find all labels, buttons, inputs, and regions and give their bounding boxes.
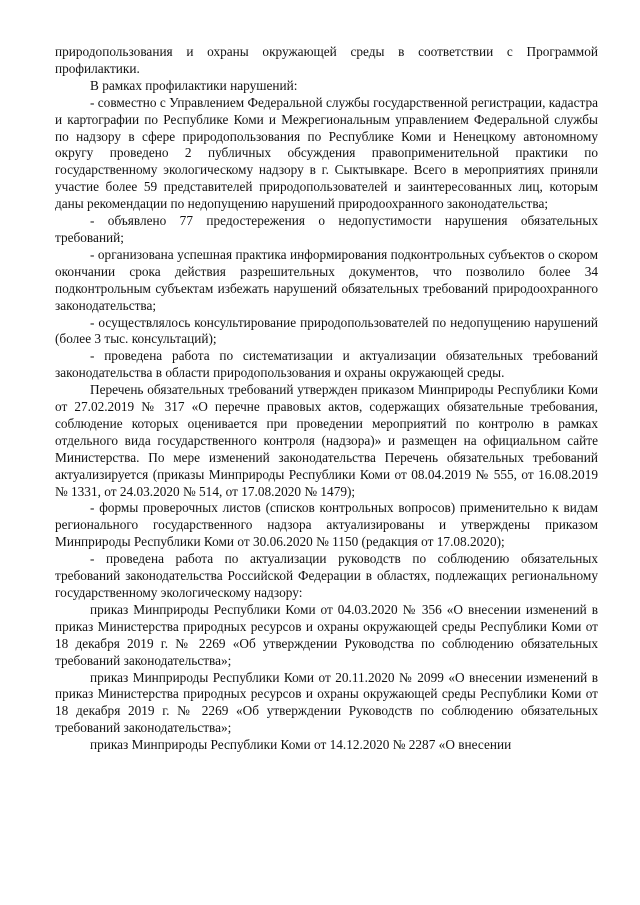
paragraph-guidance-update: - проведена работа по актуализации руководств по соблюдению обязательных требований законодательства Российской Федерации в областях, подлежащих региональному государственному экологическому надзору: bbox=[55, 551, 598, 600]
paragraph-prevention-header: В рамках профилактики нарушений: bbox=[90, 77, 298, 93]
paragraph-warnings: - объявлено 77 предостережения о недопустимости нарушения обязательных требований; bbox=[55, 213, 598, 245]
paragraph-consulting: - осуществлялось консультирование природопользователей по недопущению нарушений (более 3 тыс. консультаций); bbox=[55, 314, 598, 347]
paragraph-informing-practice: - организована успешная практика информирования подконтрольных субъектов о скором окончании срока действия разрешительных документов, что позволило более 34 подконтрольным субъектам избежать нарушений обязательных требований природоохранного законодательства; bbox=[55, 246, 598, 313]
paragraph-order-2099: приказ Минприроды Республики Коми от 20.11.2020 № 2099 «О внесении изменений в приказ Министерства природных ресурсов и охраны окружающей среды Республики Коми от 18 декабря 2019 г. № 2269 «Об утверждении Руководств по соблюдению обязательных требований законодательства»; bbox=[55, 669, 598, 736]
document-page bbox=[55, 44, 598, 754]
paragraph-order-356: приказ Минприроды Республики Коми от 04.03.2020 № 356 «О внесении изменений в приказ Министерства природных ресурсов и охраны окружающей среды Республики Коми от 18 декабря 2019 г. № 2269 «Об утверждении Руководства по соблюдению обязательных требований законодательства»; bbox=[55, 601, 598, 668]
paragraph-systematization: - проведена работа по систематизации и актуализации обязательных требований законодательства в области природопользования и охраны окружающей среды. bbox=[55, 348, 598, 381]
paragraph-intro-continuation: природопользования и охраны окружающей среды в соответствии с Программой профилактики. bbox=[55, 44, 598, 76]
paragraph-requirements-list: Перечень обязательных требований утвержден приказом Минприроды Республики Коми от 27.02.2019 № 317 «О перечне правовых актов, содержащих обязательные требования, соблюдение которых оценивается при проведении мероприятий по контролю в рамках отдельного вида государственного контроля (надзора)» и размещен на официальном сайте Министерства. По мере изменений законодательства Перечень обязательных требований актуализируется (приказы Минприроды Республики Коми от 08.04.2019 № 555, от 16.08.2019 № 1331, от 24.03.2020 № 514, от 17.08.2020 № 1479); bbox=[55, 382, 598, 499]
paragraph-checklist-forms: - формы проверочных листов (списков контрольных вопросов) применительно к видам регионального государственного надзора актуализированы и утверждены приказом Минприроды Республики Коми от 30.06.2020 № 1150 (редакция от 17.08.2020); bbox=[55, 500, 598, 550]
paragraph-order-2287: приказ Минприроды Республики Коми от 14.12.2020 № 2287 «О внесении bbox=[90, 737, 512, 753]
paragraph-public-discussions: - совместно с Управлением Федеральной службы государственной регистрации, кадастра и картографии по Республике Коми и Межрегиональным управлением Федеральной службы по надзору в сфере природопользования по Республике Коми и Ненецкому автономному округу проведено 2 публичных обсуждения правоприменительной практики по государственному экологическому надзору в г. Сыктывкаре. Всего в мероприятиях приняли участие более 59 представителей природопользователей и заинтересованных лиц, которым даны рекомендации по недопущению нарушений природоохранного законодательства; bbox=[55, 94, 598, 212]
